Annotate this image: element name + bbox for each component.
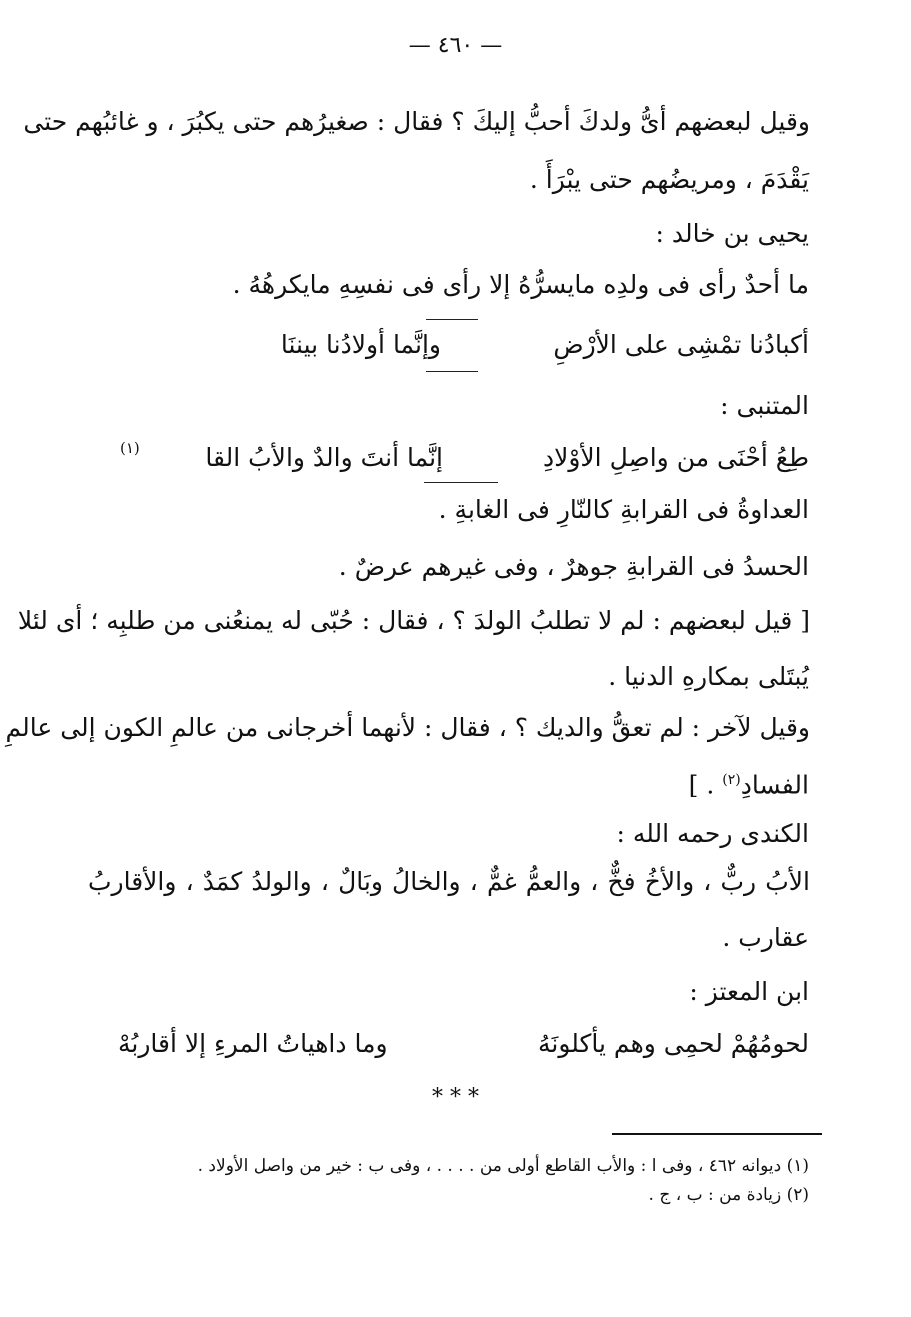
speaker-heading: يحيى بن خالد :: [655, 219, 809, 248]
verse-divider-line: [426, 371, 478, 372]
verse-hemistich-second: طِعُ أحْنَى من واصِلِ الأوْلادِ: [542, 443, 809, 472]
text-line: وقيل لبعضهم أىُّ ولدكَ أحبُّ إليكَ ؟ فقال : صغيرُهم حتى يكبُرَ ، و غائبُهم حتى: [23, 107, 810, 136]
verse-hemistich-first: وإنَّما أولادُنا بيننَا: [280, 330, 441, 359]
footnote-ref: (٢): [722, 772, 741, 788]
verse-hemistich-first: إنَّما أنتَ والدٌ والأبُ القا: [205, 443, 443, 472]
text-line: [ قيل لبعضهم : لم لا تطلبُ الولدَ ؟ ، فقال : حُبّى له يمنعُنى من طلبِه ؛ أى لئلا: [17, 606, 810, 635]
text-line: يَقْدَمَ ، ومريضُهم حتى يبْرَأَ .: [529, 165, 809, 194]
verse-hemistich-first: لحومُهُمْ لحمِى وهم يأكلونَهُ: [537, 1029, 809, 1058]
text-line: عقارب .: [722, 923, 809, 952]
footnote-ref: (١): [120, 439, 140, 457]
speaker-heading: ابن المعتز :: [689, 977, 809, 1006]
speaker-heading: الكندى رحمه الله :: [616, 819, 809, 848]
text-line: الحسدُ فى القرابةِ جوهرٌ ، وفى غيرهم عرضٌ .: [338, 552, 809, 581]
page-number: — ٤٦٠ —: [408, 33, 503, 58]
text-fragment: الفسادِ: [740, 770, 809, 800]
text-line: ما أحدٌ رأى فى ولدِه مايسرُّهُ إلا رأى فى نفسِهِ مايكرهُهُ .: [232, 270, 809, 299]
text-line: الأبُ ربٌّ ، والأخُ فخٌّ ، والعمُّ غمٌّ ، والخالُ وبَالٌ ، والولدُ كمَدٌ ، والأقاربُ: [88, 867, 810, 896]
text-line: العداوةُ فى القرابةِ كالنّارِ فى الغابةِ .: [438, 495, 809, 524]
footnote-rule: [612, 1133, 822, 1135]
footnote: (٢) زيادة من : ب ، ج .: [648, 1185, 809, 1205]
verse-divider-line: [424, 482, 498, 483]
text-fragment: . ]: [688, 770, 715, 800]
footnote: (١) ديوانه ٤٦٢ ، وفى ا : والأب القاطع أولى من . . . . ، وفى ب : خير من واصل الأولاد .: [197, 1156, 809, 1176]
text-line: وقيل لآخر : لم تعقُّ والديك ؟ ، فقال : لأنهما أخرجانى من عالمِ الكون إلى عالمِ: [5, 713, 810, 742]
section-separator: * * *: [432, 1085, 479, 1110]
text-line: يُبتَلى بمكارهِ الدنيا .: [608, 662, 809, 691]
verse-hemistich-second: أكبادُنا تمْشِى على الأرْضِ: [553, 330, 809, 359]
speaker-heading: المتنبى :: [720, 391, 809, 420]
text-line: [689, 760, 809, 805]
verse-hemistich-second: وما داهياتُ المرءِ إلا أقاربُهْ: [118, 1029, 388, 1058]
verse-divider-line: [426, 319, 478, 320]
